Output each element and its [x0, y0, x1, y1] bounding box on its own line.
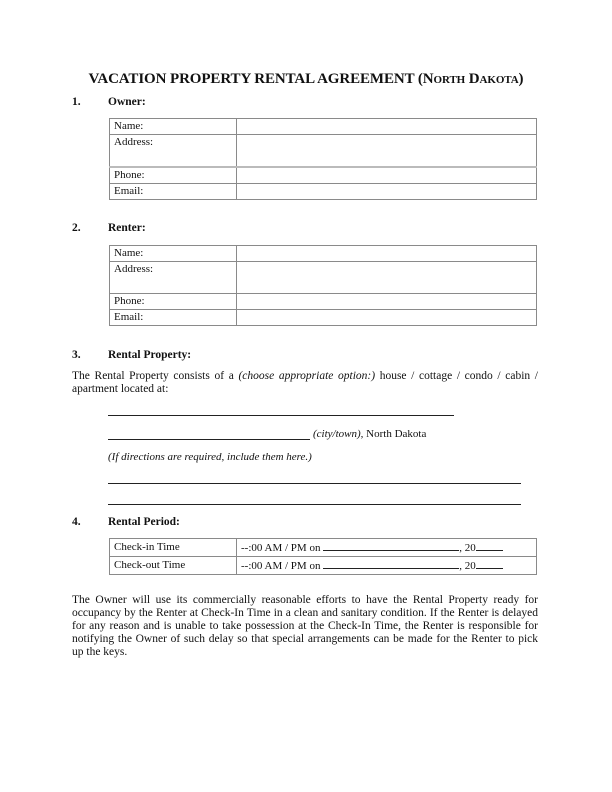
checkin-year-blank[interactable]: [476, 539, 503, 551]
checkout-year-blank[interactable]: [476, 557, 503, 569]
renter-phone-label: Phone:: [110, 294, 237, 310]
city-hint: (city/town),: [313, 428, 364, 440]
owner-info-table: [109, 118, 537, 200]
section-3-heading: Rental Property:: [108, 349, 192, 361]
owner-phone-label: Phone:: [110, 167, 237, 184]
title-main: VACATION PROPERTY RENTAL AGREEMENT (: [88, 71, 423, 87]
owner-name-label: Name:: [110, 119, 237, 135]
property-description: [72, 370, 538, 396]
checkout-value: [237, 557, 537, 575]
renter-name-field[interactable]: [237, 246, 537, 262]
city-blank-line[interactable]: [108, 439, 310, 440]
owner-phone-field[interactable]: [237, 167, 537, 184]
rental-period-table: [109, 538, 537, 575]
checkin-terms-paragraph: The Owner will use its commercially reasonable efforts to have the Rental Property ready for occupancy by the Renter at Check-In Time in a clean and sanitary condition. If the Renter is delayed for any reason and is unable to take possession at the Check-In Time, the Renter is responsible for notifying the Owner of such delay so that special arrangements can be made for the Renter to pick up the keys.: [72, 594, 538, 658]
state-text: North Dakota: [363, 428, 427, 440]
owner-email-field[interactable]: [237, 184, 537, 200]
section-4-heading: Rental Period:: [108, 516, 180, 528]
city-state-text: [313, 428, 426, 440]
checkin-value: [237, 539, 537, 557]
checkout-date-blank[interactable]: [323, 557, 459, 569]
checkout-label: Check-out Time: [110, 557, 237, 575]
checkin-year-prefix: , 20: [459, 542, 476, 554]
property-intro-text: The Rental Property consists of a: [72, 370, 239, 382]
directions-blank-line-1[interactable]: [108, 483, 521, 484]
checkout-time-text[interactable]: --:00 AM / PM on: [241, 560, 324, 572]
checkout-year-prefix: , 20: [459, 560, 476, 572]
checkin-time-text[interactable]: --:00 AM / PM on: [241, 542, 324, 554]
renter-info-table: [109, 245, 537, 326]
address-blank-line[interactable]: [108, 415, 454, 416]
title-state: North Dakota: [422, 71, 519, 87]
section-2-heading: Renter:: [108, 222, 146, 234]
owner-address-label: Address:: [110, 135, 237, 168]
property-instruction: (choose appropriate option:): [238, 370, 376, 382]
checkin-date-blank[interactable]: [323, 539, 459, 551]
title-close: ): [518, 71, 524, 87]
renter-phone-field[interactable]: [237, 294, 537, 310]
owner-email-label: Email:: [110, 184, 237, 200]
checkin-label: Check-in Time: [110, 539, 237, 557]
renter-email-field[interactable]: [237, 310, 537, 326]
renter-email-label: Email:: [110, 310, 237, 326]
owner-name-field[interactable]: [237, 119, 537, 135]
owner-address-field[interactable]: [237, 135, 537, 168]
renter-address-label: Address:: [110, 262, 237, 294]
section-1-number: 1.: [72, 96, 81, 108]
section-1-heading: Owner:: [108, 96, 146, 108]
renter-name-label: Name:: [110, 246, 237, 262]
directions-blank-line-2[interactable]: [108, 504, 521, 505]
directions-hint: (If directions are required, include them here.): [108, 451, 312, 463]
property-options: house / cottage / condo / cabin / apartment located at:: [72, 370, 538, 395]
renter-address-field[interactable]: [237, 262, 537, 294]
section-3-number: 3.: [72, 349, 81, 361]
section-2-number: 2.: [72, 222, 81, 234]
section-4-number: 4.: [72, 516, 81, 528]
checkout-row: [110, 557, 537, 575]
checkin-row: [110, 539, 537, 557]
document-title: [0, 71, 612, 88]
